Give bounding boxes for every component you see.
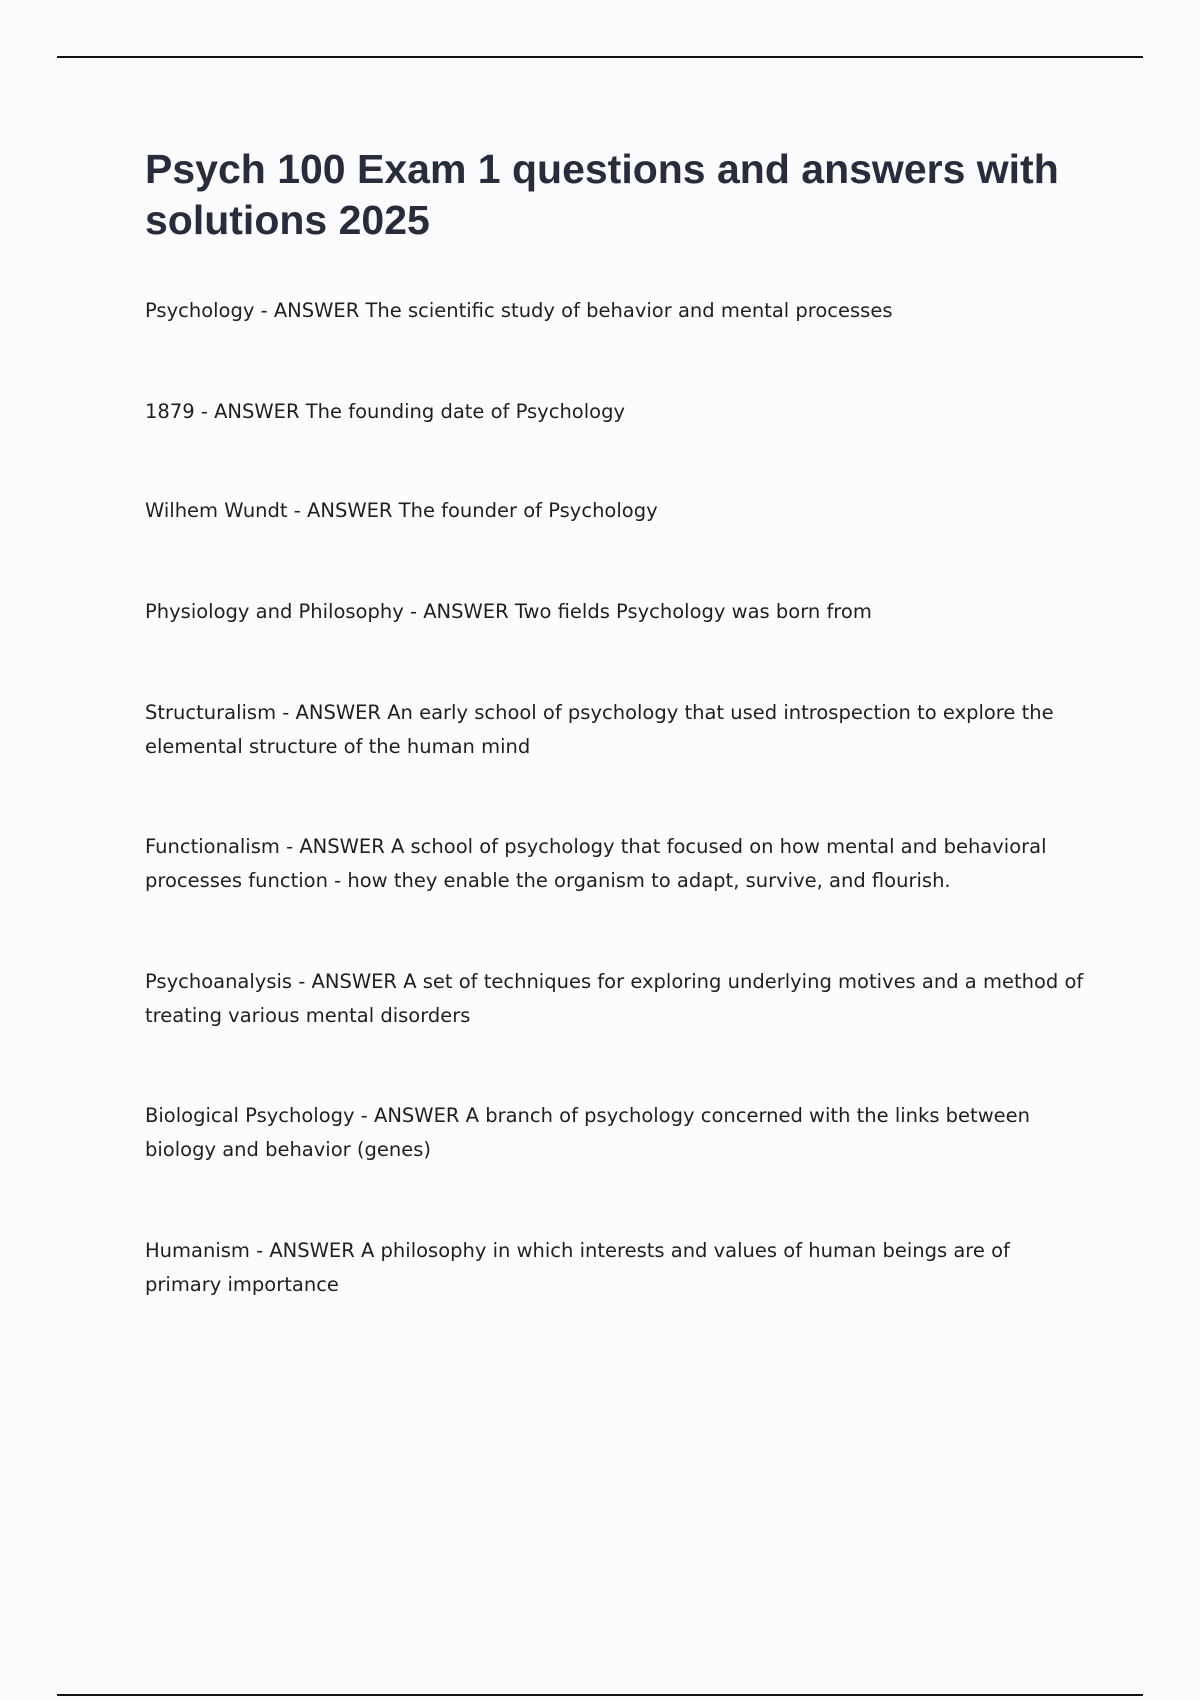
qa-item-structuralism [145, 696, 1085, 764]
qa-answer: The founding date of Psychology [305, 400, 625, 423]
qa-term: Structuralism [145, 701, 277, 724]
document-body [145, 144, 1085, 1296]
qa-answer: A branch of psychology concerned with the links between biology and behavior (genes) [145, 1104, 1030, 1161]
qa-separator: - ANSWER [276, 701, 388, 724]
document-title: Psych 100 Exam 1 questions and answers with solutions 2025 [145, 146, 1059, 243]
qa-answer: The founder of Psychology [398, 499, 658, 522]
qa-answer: A philosophy in which interests and values of human beings are of primary importance [145, 1239, 1010, 1296]
qa-item-psychoanalysis [145, 965, 1085, 1033]
qa-term: Psychoanalysis [145, 970, 293, 993]
qa-separator: - ANSWER [403, 600, 515, 623]
qa-item-psychology [145, 294, 1085, 328]
qa-separator: - ANSWER [194, 400, 306, 423]
qa-item-1879 [145, 395, 1085, 429]
qa-separator: - ANSWER [292, 970, 404, 993]
qa-term: Humanism [145, 1239, 250, 1262]
qa-term: Physiology and Philosophy [145, 600, 404, 623]
qa-term: Biological Psychology [145, 1104, 355, 1127]
qa-separator: - ANSWER [279, 835, 391, 858]
qa-item-humanism [145, 1234, 1085, 1302]
qa-term: Functionalism [145, 835, 280, 858]
qa-term: Psychology [145, 299, 255, 322]
qa-item-wilhem-wundt [145, 494, 1085, 528]
qa-answer: Two fields Psychology was born from [514, 600, 872, 623]
qa-item-biological-psychology [145, 1099, 1085, 1167]
bottom-rule [57, 1694, 1143, 1696]
qa-term: Wilhem Wundt [145, 499, 288, 522]
qa-separator: - ANSWER [287, 499, 399, 522]
qa-term: 1879 [145, 400, 195, 423]
qa-answer: The scientific study of behavior and mental processes [365, 299, 893, 322]
qa-answer: A set of techniques for exploring underlying motives and a method of treating various mental disorders [145, 970, 1084, 1027]
qa-item-functionalism [145, 830, 1085, 898]
qa-separator: - ANSWER [254, 299, 366, 322]
qa-item-physiology-philosophy [145, 595, 1085, 629]
qa-separator: - ANSWER [249, 1239, 361, 1262]
qa-answer: A school of psychology that focused on how mental and behavioral processes function - how they enable the organism to adapt, survive, and flourish. [145, 835, 1047, 892]
qa-separator: - ANSWER [354, 1104, 466, 1127]
qa-answer: An early school of psychology that used introspection to explore the elemental structure of the human mind [145, 701, 1054, 758]
top-rule [57, 56, 1143, 58]
